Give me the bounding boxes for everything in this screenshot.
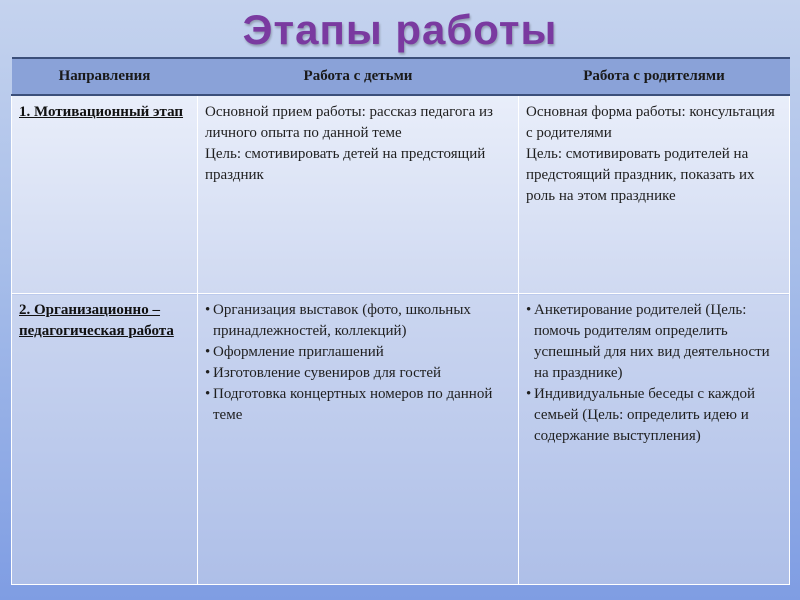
cell-paragraph: Цель: смотивировать детей на предстоящий праздник	[205, 146, 486, 183]
list-item: • Анкетирование родителей (Цель: помочь родителям определить успешный для них вид деятельности на празднике)	[526, 300, 783, 384]
parents-cell	[519, 294, 790, 585]
cell-paragraph: Цель: смотивировать родителей на предстоящий праздник, показать их роль на этом празднике	[526, 146, 755, 204]
list-item: • Организация выставок (фото, школьных принадлежностей, коллекций)	[205, 300, 512, 342]
table-row	[12, 294, 790, 585]
children-cell	[198, 95, 519, 294]
cell-paragraph: Основная форма работы: консультация с родителями	[526, 104, 775, 141]
list-item: • Индивидуальные беседы с каждой семьей (Цель: определить идею и содержание выступления)	[526, 384, 783, 447]
table-header-row	[12, 58, 790, 95]
slide-title: Этапы работы	[242, 6, 558, 53]
header-work-with-parents: Работа с родителями	[519, 58, 790, 95]
table-row	[12, 95, 790, 294]
stage-name: 2. Организационно – педагогическая работа	[12, 294, 198, 585]
list-item: • Изготовление сувениров для гостей	[205, 363, 512, 384]
list-item: • Оформление приглашений	[205, 342, 512, 363]
stages-table	[11, 57, 790, 585]
list-item: • Подготовка концертных номеров по данной теме	[205, 384, 512, 426]
parents-activities-list	[526, 300, 783, 447]
children-cell	[198, 294, 519, 585]
stage-name: 1. Мотивационный этап	[12, 95, 198, 294]
children-activities-list	[205, 300, 512, 426]
parents-cell	[519, 95, 790, 294]
header-directions: Направления	[12, 58, 198, 95]
cell-paragraph: Основной прием работы: рассказ педагога из личного опыта по данной теме	[205, 104, 493, 141]
header-work-with-children: Работа с детьми	[198, 58, 519, 95]
